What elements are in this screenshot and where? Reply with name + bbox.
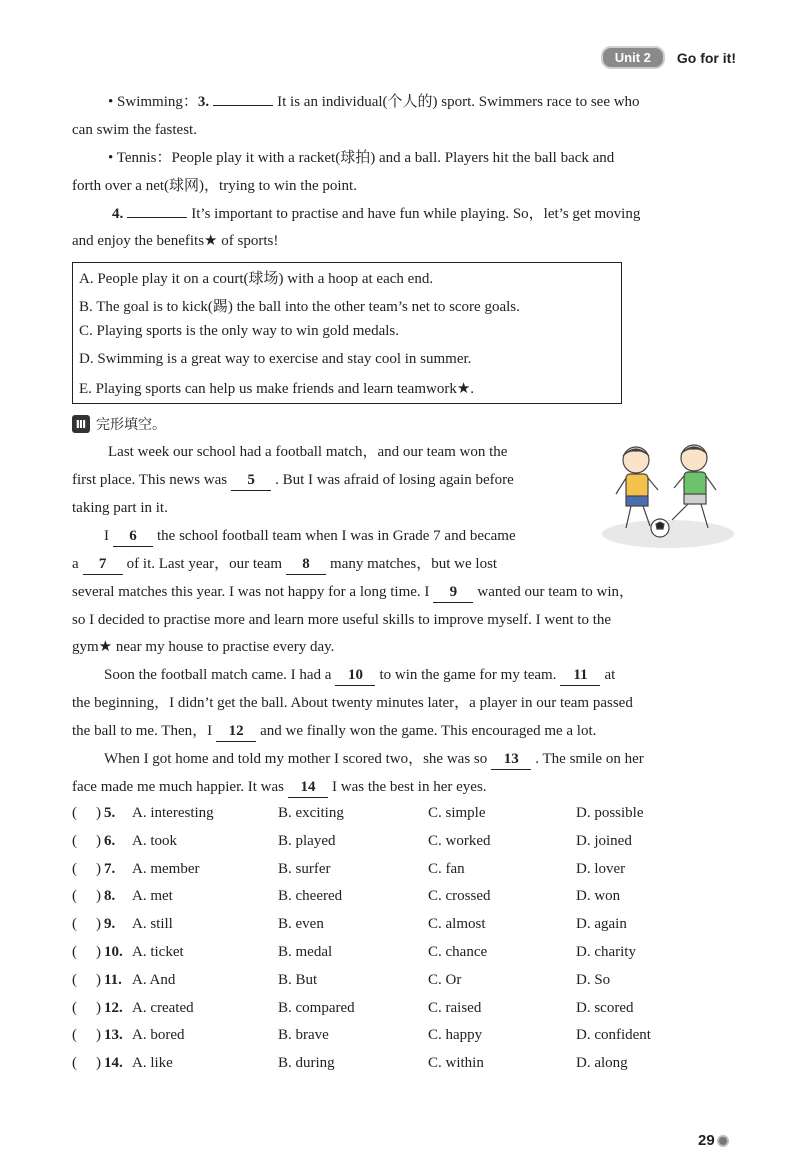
tennis-cont: forth over a net(球网)，trying to win the point. xyxy=(72,178,357,194)
cloze-p3a: Soon the football match came. I had a 10 to win the game for my team. 11 at xyxy=(104,665,615,686)
cloze-p1a: Last week our school had a football match，and our team won the xyxy=(108,444,508,460)
page-number: 29 xyxy=(698,1132,729,1149)
paren-close: ) xyxy=(96,999,101,1016)
paren-open[interactable]: ( xyxy=(72,944,77,960)
choice-d[interactable]: D. again xyxy=(576,916,627,933)
answer-slot[interactable] xyxy=(80,861,94,879)
cloze-p1b: first place. This news was 5 . But I was afraid of losing again before xyxy=(72,470,514,491)
question-row xyxy=(72,1000,672,1020)
choice-d[interactable]: D. lover xyxy=(576,860,626,877)
blank-4[interactable] xyxy=(127,217,187,218)
choice-b[interactable]: B. medal xyxy=(278,944,333,960)
blank-10[interactable]: 10 xyxy=(335,665,375,686)
blank-6[interactable]: 6 xyxy=(113,526,153,547)
choice-a[interactable]: A. created xyxy=(132,999,194,1016)
choice-b[interactable]: B. brave xyxy=(278,1027,329,1044)
question-number: 11. xyxy=(104,971,122,988)
choice-a[interactable]: A. like xyxy=(132,1055,173,1072)
choice-a[interactable]: A. still xyxy=(132,916,173,933)
choice-a[interactable]: A. And xyxy=(132,971,176,988)
question-row xyxy=(72,805,672,825)
swimming-line: • Swimming：3. It is an individual(个人的) sport. Swimmers race to see who xyxy=(108,92,640,112)
paren-close: ) xyxy=(96,832,101,849)
choice-a[interactable]: A. member xyxy=(132,860,200,877)
question-row xyxy=(72,916,672,936)
header-title: Go for it! xyxy=(676,49,736,66)
cloze-p2c: several matches this year. I was not happy for a long time. I 9 wanted our team to win， xyxy=(72,582,634,603)
page-corner-icon xyxy=(717,1135,729,1147)
paren-open[interactable]: ( xyxy=(72,999,77,1016)
football-players-illustration xyxy=(598,438,738,550)
choice-c[interactable]: C. crossed xyxy=(428,888,491,905)
paren-close: ) xyxy=(96,888,101,905)
answer-slot[interactable] xyxy=(80,1027,94,1045)
question-number: 5. xyxy=(104,805,116,821)
answer-slot[interactable] xyxy=(80,888,94,906)
choice-b[interactable]: B. compared xyxy=(278,999,355,1016)
paren-open[interactable]: ( xyxy=(72,832,77,849)
swimming-cont: can swim the fastest. xyxy=(72,122,197,138)
question-number: 10. xyxy=(104,944,123,960)
choice-d[interactable]: D. won xyxy=(576,888,621,905)
choice-a[interactable]: A. ticket xyxy=(132,944,184,960)
cloze-p2e: gym★ near my house to practise every day. xyxy=(72,639,335,655)
choice-c[interactable]: C. simple xyxy=(428,805,486,821)
question-row xyxy=(72,1027,672,1047)
answer-slot[interactable] xyxy=(80,805,94,823)
blank-8[interactable]: 8 xyxy=(286,554,326,575)
choice-d[interactable]: D. So xyxy=(576,971,611,988)
option-d: D. Swimming is a great way to exercise and stay cool in summer. xyxy=(79,351,472,367)
option-b: B. The goal is to kick(踢) the ball into the other team’s net to score goals. xyxy=(79,299,520,315)
blank-11[interactable]: 11 xyxy=(560,665,600,686)
paren-open[interactable]: ( xyxy=(72,1027,77,1044)
question-row xyxy=(72,833,672,853)
option-c: C. Playing sports is the only way to win gold medals. xyxy=(79,323,399,339)
question-number: 13. xyxy=(104,1027,123,1044)
option-e: E. Playing sports can help us make friends and learn teamwork★. xyxy=(79,381,475,397)
blank-14[interactable]: 14 xyxy=(288,777,328,798)
choice-b[interactable]: B. during xyxy=(278,1055,335,1072)
answer-slot[interactable] xyxy=(80,916,94,934)
answer-slot[interactable] xyxy=(80,944,94,962)
choice-a[interactable]: A. took xyxy=(132,832,177,849)
cloze-p4b: face made me much happier. It was 14 I was the best in her eyes. xyxy=(72,777,487,798)
section-heading xyxy=(72,414,166,434)
choice-c[interactable]: C. chance xyxy=(428,944,488,960)
choice-c[interactable]: C. worked xyxy=(428,832,491,849)
question-number: 6. xyxy=(104,832,116,849)
cloze-p1c: taking part in it. xyxy=(72,500,168,516)
choice-d[interactable]: D. confident xyxy=(576,1027,651,1044)
paren-open[interactable]: ( xyxy=(72,916,77,933)
paren-open[interactable]: ( xyxy=(72,888,77,905)
section-title: 完形填空。 xyxy=(96,417,166,433)
choice-c[interactable]: C. within xyxy=(428,1055,484,1072)
paren-close: ) xyxy=(96,1055,101,1072)
cloze-p3c: the ball to me. Then，I 12 and we finally won the game. This encouraged me a lot. xyxy=(72,721,596,742)
question-row xyxy=(72,972,672,992)
choice-b[interactable]: B. But xyxy=(278,971,318,988)
choice-d[interactable]: D. along xyxy=(576,1055,628,1072)
question-number: 12. xyxy=(104,999,123,1016)
choice-b[interactable]: B. surfer xyxy=(278,860,331,877)
page-header xyxy=(601,46,736,69)
paren-close: ) xyxy=(96,1027,101,1044)
question-row xyxy=(72,861,672,881)
paren-open[interactable]: ( xyxy=(72,1055,77,1072)
cloze-p3b: the beginning，I didn’t get the ball. About twenty minutes later，a player in our team passed xyxy=(72,695,633,711)
question-number: 8. xyxy=(104,888,116,905)
blank-3[interactable] xyxy=(213,105,273,106)
blank-7[interactable]: 7 xyxy=(83,554,123,575)
choice-d[interactable]: D. possible xyxy=(576,805,644,821)
tennis-line: • Tennis：People play it with a racket(球拍) and a ball. Players hit the ball back and xyxy=(108,148,614,168)
paren-close: ) xyxy=(96,944,101,960)
paren-open[interactable]: ( xyxy=(72,971,77,988)
paren-open[interactable]: ( xyxy=(72,805,77,821)
choice-d[interactable]: D. charity xyxy=(576,944,636,960)
choice-c[interactable]: C. fan xyxy=(428,860,465,877)
unit-badge: Unit 2 xyxy=(601,46,665,69)
blank-5[interactable]: 5 xyxy=(231,470,271,491)
paren-close: ) xyxy=(96,860,101,877)
question-number: 14. xyxy=(104,1055,123,1072)
cloze-p4a: When I got home and told my mother I scored two，she was so 13 . The smile on her xyxy=(104,749,644,770)
question-number: 9. xyxy=(104,916,116,933)
choice-b[interactable]: B. played xyxy=(278,832,336,849)
paren-close: ) xyxy=(96,971,101,988)
choice-a[interactable]: A. interesting xyxy=(132,805,214,821)
choice-d[interactable]: D. scored xyxy=(576,999,634,1016)
paren-open[interactable]: ( xyxy=(72,860,77,877)
cloze-p2b: a 7 of it. Last year，our team 8 many matches，but we lost xyxy=(72,554,497,575)
choice-a[interactable]: A. met xyxy=(132,888,173,905)
paren-close: ) xyxy=(96,805,101,821)
choice-d[interactable]: D. joined xyxy=(576,832,632,849)
blank-9[interactable]: 9 xyxy=(433,582,473,603)
blank-13[interactable]: 13 xyxy=(491,749,531,770)
choice-b[interactable]: B. exciting xyxy=(278,805,344,821)
answer-slot[interactable] xyxy=(80,972,94,990)
q4-cont: and enjoy the benefits★ of sports! xyxy=(72,233,279,249)
question-row xyxy=(72,1055,672,1075)
choice-a[interactable]: A. bored xyxy=(132,1027,185,1044)
question-row xyxy=(72,944,672,964)
question-row xyxy=(72,888,672,908)
choice-c[interactable]: C. almost xyxy=(428,916,486,933)
option-a: A. People play it on a court(球场) with a hoop at each end. xyxy=(79,271,434,287)
paren-close: ) xyxy=(96,916,101,933)
choice-c[interactable]: C. raised xyxy=(428,999,482,1016)
choice-c[interactable]: C. happy xyxy=(428,1027,483,1044)
choice-b[interactable]: B. even xyxy=(278,916,324,933)
answer-slot[interactable] xyxy=(80,1000,94,1018)
options-box xyxy=(72,262,622,404)
answer-slot[interactable] xyxy=(80,833,94,851)
cloze-p2d: so I decided to practise more and learn more useful skills to improve myself. I went to the xyxy=(72,612,612,628)
cloze-p2a: I 6 the school football team when I was in Grade 7 and became xyxy=(104,526,516,547)
choice-b[interactable]: B. cheered xyxy=(278,888,343,905)
section-icon: Ⅲ xyxy=(72,415,90,433)
q4-line: 4. It’s important to practise and have fun while playing. So，let’s get moving xyxy=(112,206,641,222)
question-number: 7. xyxy=(104,860,116,877)
blank-12[interactable]: 12 xyxy=(216,721,256,742)
choice-c[interactable]: C. Or xyxy=(428,971,462,988)
answer-slot[interactable] xyxy=(80,1055,94,1073)
